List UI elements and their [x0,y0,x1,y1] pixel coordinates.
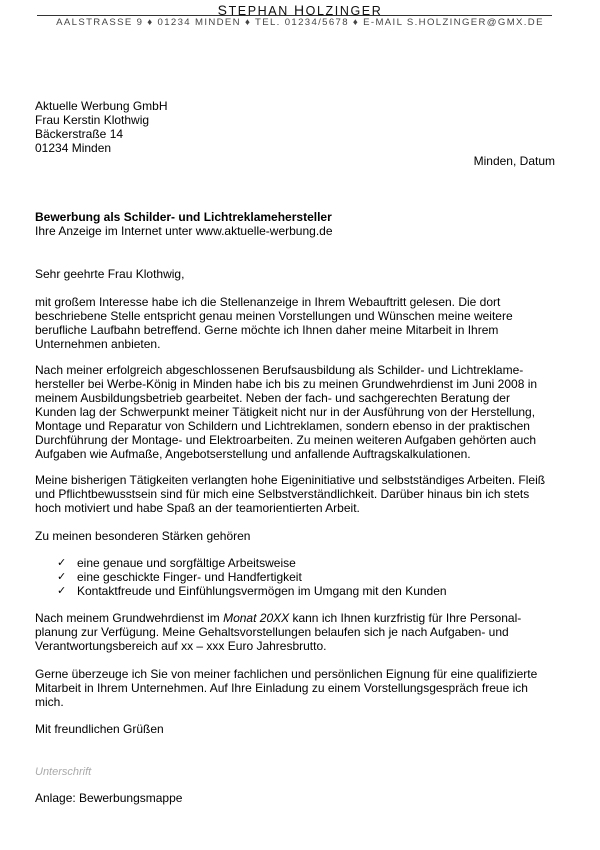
recipient-city: 01234 Minden [35,141,112,155]
recipient-company: Aktuelle Werbung GmbH [35,99,168,113]
sender-contact-line: AALSTRASSE 9 ♦ 01234 MINDEN ♦ TEL. 01234/5678 ♦ E-MAIL S.HOLZINGER@GMX.DE [56,17,544,28]
paragraph-qualities [35,473,553,515]
text-line: hoch motiviert und habe Spaß an der teamorientierten Arbeit. [35,501,360,515]
header-divider [37,15,552,16]
closing-phrase: Mit freundlichen Grüßen [35,722,164,736]
text-line: hersteller bei Werbe-König in Minden habe ich bis zu meinen Grundwehrdienst im Juni 2008 in [35,377,538,391]
checkmark-icon: ✓ [57,571,67,583]
placeholder-month: Monat 20XX [223,611,290,625]
text-line: und Pflichtbewusstsein sind für mich eine Selbstverständlichkeit. Darüber hinaus bin ich stets [35,487,530,501]
checkmark-icon: ✓ [57,557,67,569]
subject-title: Bewerbung als Schilder- und Lichtreklamehersteller [35,210,332,224]
list-item [57,570,447,584]
text-line: Nach meiner erfolgreich abgeschlossenen Berufsausbildung als Schilder- und Lichtreklame- [35,363,524,377]
enclosure-note: Anlage: Bewerbungsmappe [35,791,183,805]
text-line: meinem Ausbildungsbetrieb gearbeitet. Neben der fach- und sachgerechten Beratung der [35,391,510,405]
text-line: Aufgaben wie Aufmaße, Angebotserstellung und anfallende Auftragskalkulationen. [35,447,471,461]
text-line: Meine bisherigen Tätigkeiten verlangten hohe Eigeninitiative und selbstständiges Arbeiten. Fleiß [35,473,546,487]
text-line: Montage und Reparatur von Schildern und Lichtreklamen, sondern ebenso in der praktischen [35,419,530,433]
paragraph-closing [35,667,553,709]
place-date: Minden, Datum [473,154,555,168]
subject-block [35,210,333,238]
text-line: mit großem Interesse habe ich die Stellenanzeige in Ihrem Webauftritt gelesen. Die dort [35,295,501,309]
text-line: Unternehmen anbieten. [35,337,161,351]
sender-name: STEPHAN HOLZINGER [217,2,383,18]
text-line: beschriebene Stelle entspricht genau meinen Vorstellungen und Wünschen meine weitere [35,309,513,323]
text-line: planung zur Verfügung. Meine Gehaltsvorstellungen belaufen sich je nach Aufgaben- und [35,625,509,639]
text-line: Verantwortungsbereich auf xx – xxx Euro Jahresbrutto. [35,639,327,653]
list-item-text: eine geschickte Finger- und Handfertigkeit [77,570,302,584]
list-item-text: Kontaktfreude und Einfühlungsvermögen im Umgang mit den Kunden [77,584,447,598]
recipient-street: Bäckerstraße 14 [35,127,124,141]
text-line: berufliche Laufbahn betreffend. Gerne möchte ich Ihnen daher meine Mitarbeit in Ihrem [35,323,499,337]
text-line: Nach meinem Grundwehrdienst im Monat 20XX kann ich Ihnen kurzfristig für Ihre Personal- [35,611,522,625]
paragraph-experience [35,363,553,461]
salutation: Sehr geehrte Frau Klothwig, [35,267,185,281]
paragraph-intro [35,295,553,351]
list-item [57,584,447,598]
subject-reference: Ihre Anzeige im Internet unter www.aktuelle-werbung.de [35,224,333,238]
recipient-person: Frau Kerstin Klothwig [35,113,150,127]
strengths-list [57,556,447,598]
checkmark-icon: ✓ [57,585,67,597]
paragraph-strengths-intro: Zu meinen besonderen Stärken gehören [35,529,251,543]
list-item [57,556,447,570]
recipient-address [35,99,168,155]
text-line: Kunden lag der Schwerpunkt meiner Tätigkeit nicht nur in der Ausführung von der Herstellung, [35,405,536,419]
text-line: Mitarbeit in Ihrem Unternehmen. Auf Ihre Einladung zu einem Vorstellungsgespräch freue ich [35,681,528,695]
text-line: Gerne überzeuge ich Sie von meiner fachlichen und persönlichen Eignung für eine qualifizierte [35,667,538,681]
signature-placeholder: Unterschrift [35,766,92,778]
paragraph-availability [35,611,553,653]
text-line: Durchführung der Montage- und Elektroarbeiten. Zu meinen weiteren Aufgaben gehörten auch [35,433,536,447]
text-line: mich. [35,695,64,709]
list-item-text: eine genaue und sorgfältige Arbeitsweise [77,556,296,570]
